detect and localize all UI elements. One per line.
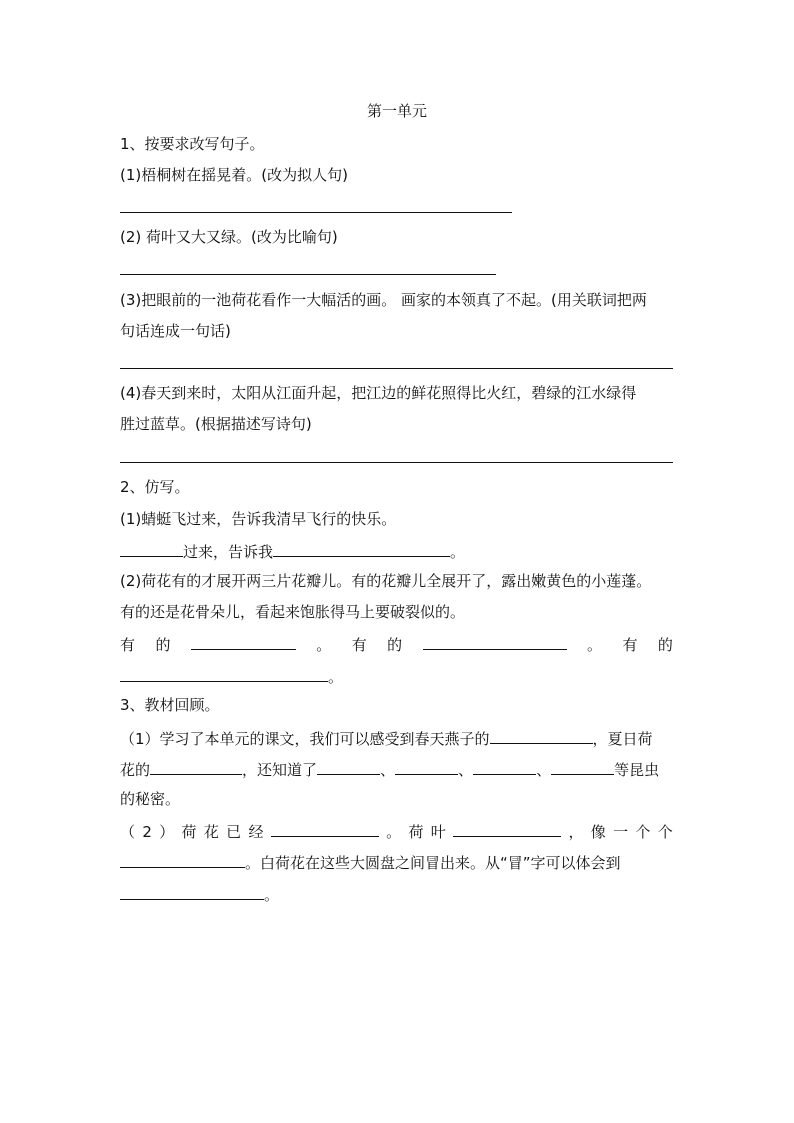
fill-text: 的 — [387, 636, 403, 654]
section-1-heading: 1、按要求改写句子。 — [120, 135, 265, 153]
section-3-question-2-line-1 — [120, 819, 673, 843]
section-1-question-2: (2) 荷叶又大又绿。(改为比喻句) — [120, 228, 338, 246]
section-2-question-2-line-1: (2)荷花有的才展开两三片花瓣儿。有的花瓣儿全展开了，露出嫩黄色的小莲蓬。 — [120, 572, 652, 590]
fill-blank[interactable] — [120, 539, 183, 557]
fill-text: 有 — [622, 636, 638, 654]
section-3-question-1-line-3: 的秘密。 — [120, 790, 181, 808]
fill-text: 花的 — [120, 761, 151, 779]
answer-line[interactable] — [120, 462, 673, 463]
fill-text: 、 — [536, 761, 552, 779]
fill-blank[interactable] — [395, 757, 458, 775]
fill-text: 、 — [380, 761, 396, 779]
fill-text: ，还知道了 — [242, 761, 318, 779]
fill-text: （1）学习了本单元的课文，我们可以感受到春天燕子的 — [120, 730, 490, 748]
section-1-question-1: (1)梧桐树在摇晃着。(改为拟人句) — [120, 166, 348, 184]
fill-text: 有 — [351, 636, 367, 654]
fill-text: ， — [568, 823, 584, 841]
section-1-question-3-line-2: 句话连成一句话) — [120, 322, 231, 340]
fill-blank[interactable] — [120, 882, 264, 900]
fill-text: 。 — [587, 636, 603, 654]
fill-text: 像 — [590, 823, 606, 841]
fill-blank[interactable] — [120, 664, 328, 682]
section-3-heading: 3、教材回顾。 — [120, 696, 220, 714]
fill-text: 经 — [248, 823, 264, 841]
fill-text: 已 — [226, 823, 242, 841]
fill-blank[interactable] — [423, 632, 567, 650]
fill-text: 个 — [657, 823, 673, 841]
fill-text: 。 — [450, 543, 466, 561]
fill-blank[interactable] — [490, 726, 593, 744]
section-3-question-1-line-2 — [120, 757, 659, 781]
fill-text: 。 — [316, 636, 332, 654]
fill-text: 。 — [264, 886, 280, 904]
fill-text: 等昆虫 — [614, 761, 660, 779]
fill-text: 、 — [458, 761, 474, 779]
fill-text: 2 — [142, 823, 152, 841]
fill-text: 。白荷花在这些大圆盘之间冒出来。从“冒”字可以体会到 — [245, 854, 621, 872]
fill-text: 的 — [657, 636, 673, 654]
fill-text: ） — [159, 823, 175, 841]
fill-blank[interactable] — [473, 757, 536, 775]
fill-text: 。 — [386, 823, 402, 841]
fill-text: 花 — [203, 823, 219, 841]
fill-text: 叶 — [430, 823, 446, 841]
fill-text: ，夏日荷 — [592, 730, 653, 748]
fill-text: 。 — [328, 668, 344, 686]
fill-blank[interactable] — [317, 757, 380, 775]
section-1-question-3-line-1: (3)把眼前的一池荷花看作一大幅活的画。 画家的本领真了不起。(用关联词把两 — [120, 291, 647, 309]
section-3-question-2-line-3 — [120, 882, 279, 906]
fill-text: 的 — [155, 636, 171, 654]
fill-blank[interactable] — [551, 757, 614, 775]
section-1-question-4-line-2: 胜过蓝草。(根据描述写诗句) — [120, 415, 312, 433]
fill-blank[interactable] — [271, 819, 379, 837]
page-title: 第一单元 — [366, 102, 427, 120]
answer-line[interactable] — [120, 212, 512, 213]
section-2-fill-row — [120, 539, 465, 563]
answer-line[interactable] — [120, 274, 496, 275]
section-2-imitation-row — [120, 632, 673, 656]
section-3-question-1-line-1 — [120, 726, 653, 750]
fill-blank[interactable] — [150, 757, 242, 775]
section-2-imitation-row-2 — [120, 664, 343, 688]
section-2-question-1: (1)蜻蜓飞过来，告诉我清早飞行的快乐。 — [120, 510, 397, 528]
fill-text: （ — [120, 823, 136, 841]
fill-blank[interactable] — [453, 819, 561, 837]
section-2-question-2-line-2: 有的还是花骨朵儿，看起来饱胀得马上要破裂似的。 — [120, 603, 466, 621]
fill-text: 一 — [613, 823, 629, 841]
fill-text: 有 — [120, 636, 136, 654]
fill-text: 荷 — [181, 823, 197, 841]
answer-line[interactable] — [120, 368, 673, 369]
fill-blank[interactable] — [273, 539, 450, 557]
section-1-question-4-line-1: (4)春天到来时，太阳从江面升起，把江边的鲜花照得比火红，碧绿的江水绿得 — [120, 384, 637, 402]
fill-text: 过来，告诉我 — [183, 543, 274, 561]
fill-blank[interactable] — [191, 632, 296, 650]
fill-blank[interactable] — [120, 850, 245, 868]
section-2-heading: 2、仿写。 — [120, 478, 190, 496]
fill-text: 个 — [635, 823, 651, 841]
fill-text: 荷 — [408, 823, 424, 841]
section-3-question-2-line-2 — [120, 850, 621, 874]
